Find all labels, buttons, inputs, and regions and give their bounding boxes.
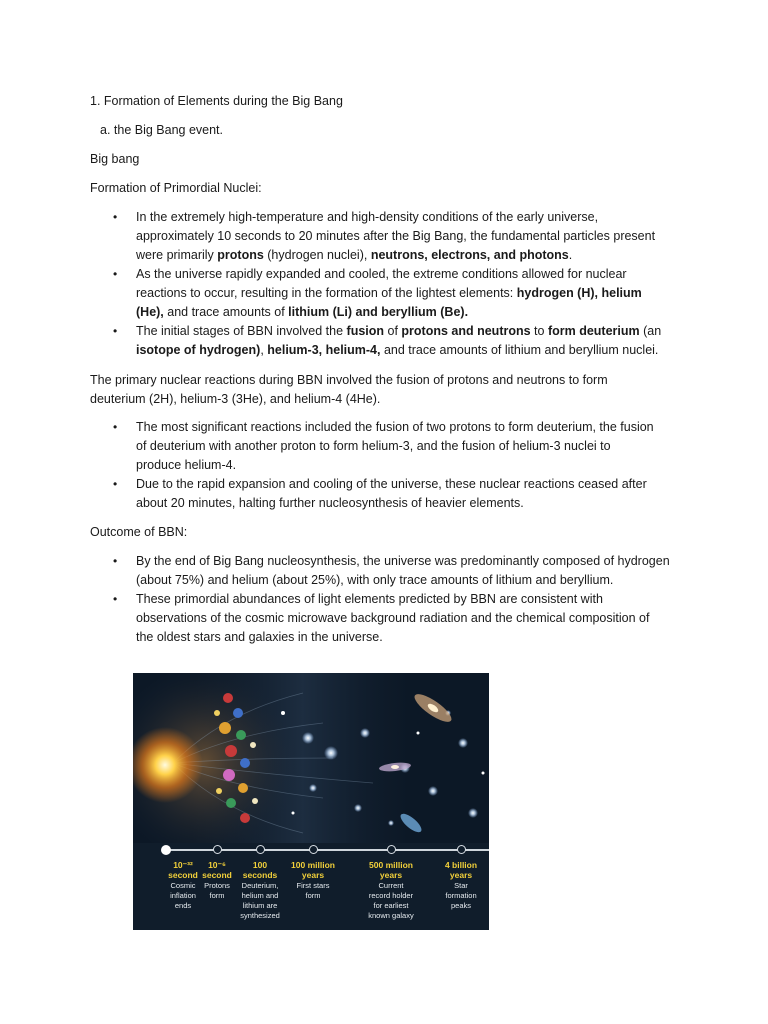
timeline-event-line: form (209, 891, 225, 900)
bullet-glyph: • (113, 420, 118, 434)
list-item (136, 475, 696, 513)
timeline-event-line: Star (454, 881, 468, 890)
universe-timeline-figure (133, 673, 489, 930)
timeline-event (429, 881, 489, 911)
list-item (136, 322, 696, 360)
timeline-event-line: lithium are (242, 901, 278, 910)
paragraph-line: deuterium (2H), helium-3 (3He), and helium-4 (4He). (90, 392, 381, 406)
section-title-primordial-nuclei: Formation of Primordial Nuclei: (90, 181, 262, 195)
timeline-event-line: Deuterium, (241, 881, 279, 890)
timeline-event-line: peaks (450, 901, 471, 910)
subheading: a. the Big Bang event. (100, 123, 224, 137)
bullet-glyph: • (113, 592, 118, 606)
page-heading: 1. Formation of Elements during the Big Bang (90, 94, 343, 108)
timeline-marker (309, 845, 318, 854)
list-item-line: By the end of Big Bang nucleosynthesis, the universe was predominantly composed of hydrogen (136, 554, 670, 568)
label-big-bang: Big bang (90, 152, 140, 166)
list-item-line: These primordial abundances of light elements predicted by BBN are consistent with (136, 592, 603, 606)
timeline-event-line: Current (378, 881, 404, 890)
bullet-glyph: • (113, 267, 118, 281)
timeline-marker (256, 845, 265, 854)
list-item-line: isotope of hydrogen), helium-3, helium-4, and trace amounts of lithium and beryllium nuclei. (136, 343, 659, 357)
list-item-line: (about 75%) and helium (about 25%), with only trace amounts of lithium and beryllium. (136, 573, 614, 587)
list-item-line: In the extremely high-temperature and high-density conditions of the early universe, (136, 210, 599, 224)
timeline-when: 100 (252, 860, 268, 870)
list-item (136, 265, 696, 322)
bullet-glyph: • (113, 324, 118, 338)
timeline-event-line: known galaxy (368, 911, 414, 920)
timeline-when-unit: years (379, 869, 403, 880)
timeline-when-unit: seconds (242, 869, 278, 880)
bullet-glyph: • (113, 210, 118, 224)
list-item (136, 418, 696, 475)
list-item-line: approximately 10 seconds to 20 minutes after the Big Bang, the fundamental particles present (136, 229, 656, 243)
timeline-event-line: Cosmic (170, 881, 196, 890)
list-item-line: were primarily protons (hydrogen nuclei), neutrons, electrons, and photons. (136, 248, 573, 262)
list-item-line: of deuterium with another proton to form helium-3, and the fusion of helium-3 nuclei to (136, 439, 611, 453)
timeline-event (281, 881, 345, 901)
timeline-marker (213, 845, 222, 854)
timeline-label (359, 861, 423, 921)
timeline-label (429, 861, 489, 911)
list-item-line: about 20 minutes, halting further nucleosynthesis of heavier elements. (136, 496, 524, 510)
universe-illustration (133, 673, 489, 843)
list-item-line: The most significant reactions included the fusion of two protons to form deuterium, the fusion (136, 420, 654, 434)
bullet-glyph: • (113, 554, 118, 568)
bullet-glyph: • (113, 477, 118, 491)
timeline-when-unit: second (202, 869, 232, 880)
timeline-when: 4 billion (444, 860, 478, 870)
list-item-line: The initial stages of BBN involved the fusion of protons and neutrons to form deuterium (an (136, 324, 662, 338)
timeline-event-line: for earliest (373, 901, 409, 910)
timeline-event-line: First stars (296, 881, 330, 890)
list-item-line: observations of the cosmic microwave background radiation and the chemical composition of (136, 611, 650, 625)
timeline-event-line: inflation (170, 891, 196, 900)
timeline-event-line: helium and (241, 891, 279, 900)
timeline-when: 100 million (291, 860, 335, 870)
timeline-event-line: synthesized (240, 911, 280, 920)
timeline-event-line: form (305, 891, 321, 900)
timeline-when: 10⁻³² (173, 860, 193, 870)
list-item-line: (He), and trace amounts of lithium (Li) and beryllium (Be). (136, 305, 469, 319)
paragraph-line: The primary nuclear reactions during BBN involved the fusion of protons and neutrons to form (90, 373, 608, 387)
timeline-start-marker (161, 845, 171, 855)
timeline-when-unit: years (301, 869, 325, 880)
timeline-event-line: formation (445, 891, 477, 900)
timeline-event (359, 881, 423, 921)
timeline-when-unit: second (168, 869, 198, 880)
list-item-line: produce helium-4. (136, 458, 237, 472)
timeline-when-unit: years (449, 869, 473, 880)
list-item-line: reactions to occur, resulting in the formation of the lightest elements: hydrogen (H), helium (136, 286, 642, 300)
list-item-line: Due to the rapid expansion and cooling of the universe, these nuclear reactions ceased after (136, 477, 647, 491)
list-item (136, 590, 696, 647)
timeline-event-line: record holder (368, 891, 414, 900)
section-title-outcome: Outcome of BBN: (90, 525, 188, 539)
timeline-label (281, 861, 345, 901)
timeline-event-line: ends (174, 901, 192, 910)
list-item-line: As the universe rapidly expanded and cooled, the extreme conditions allowed for nuclear (136, 267, 627, 281)
list-item-line: the oldest stars and galaxies in the universe. (136, 630, 383, 644)
list-item (136, 552, 696, 590)
timeline-marker (457, 845, 466, 854)
timeline-when: 500 million (369, 860, 413, 870)
list-item (136, 208, 696, 265)
timeline-event-line: Protons (204, 881, 230, 890)
timeline-marker (387, 845, 396, 854)
timeline-when: 10⁻⁶ (208, 860, 226, 870)
